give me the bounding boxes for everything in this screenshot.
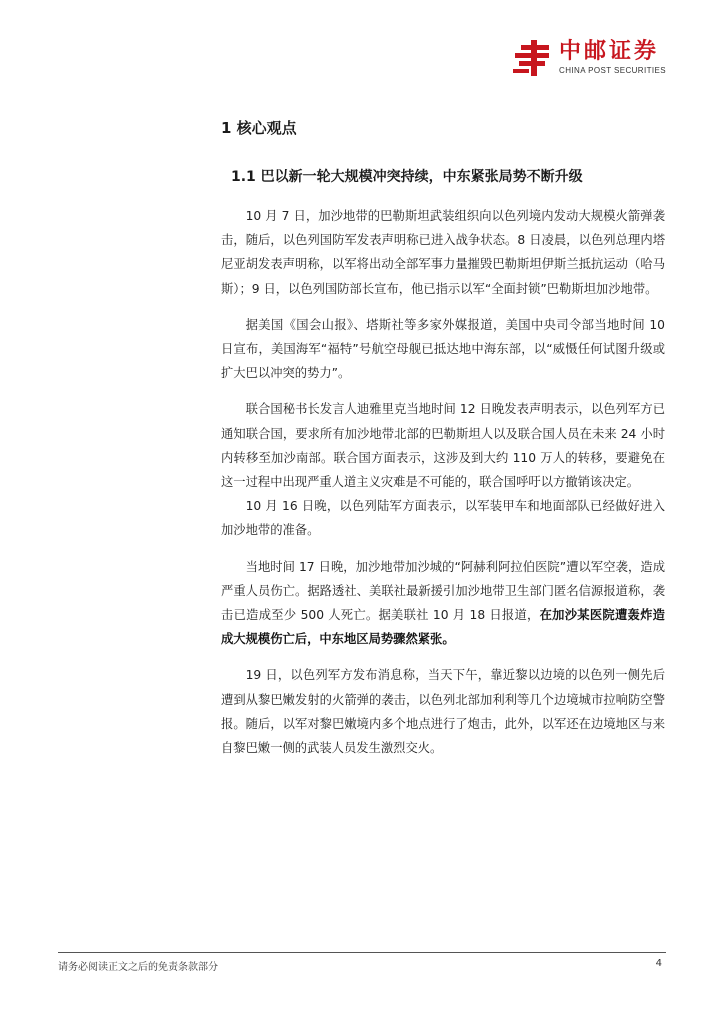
footer-divider [58,952,666,953]
footer-disclaimer: 请务必阅读正文之后的免责条款部分 [58,962,218,973]
paragraph-hospital-text: 当地时间 17 日晚，加沙地带加沙城的“阿赫利阿拉伯医院”遭以军空袭，造成严重人员伤亡。据路透社、美联社最新援引加沙地带卫生部门匿名信源报道称，袭击已造成至少 500 人死亡。据美联社 10 月 18 日报道， [221,559,665,623]
china-post-logo-icon [513,40,553,76]
section-title: 1 核心观点 [221,119,297,137]
paragraph-lebanon-border: 19 日，以色列军方发布消息称，当天下午，靠近黎以边境的以色列一侧先后遭到从黎巴嫩发射的火箭弹的袭击，以色列北部加利利等几个边境城市拉响防空警报。随后，以军对黎巴嫩境内多个地点进行了炮击，此外，以军还在边境地区与来自黎巴嫩一侧的武装人员发生激烈交火。 [221,668,665,756]
paragraph-un-statement: 联合国秘书长发言人迪雅里克当地时间 12 日晚发表声明表示，以色列军方已通知联合国，要求所有加沙地带北部的巴勒斯坦人以及联合国人员在未来 24 小时内转移至加沙南部。联合国方面表示，这涉及到大约 110 万人的转移，要避免在这一过程中出现严重人道主义灾难是不可能的，联合国呼吁以方撤销该决定。 [221,402,665,490]
paragraph-oct7: 10 月 7 日，加沙地带的巴勒斯坦武装组织向以色列境内发动大规模火箭弹袭击，随后，以色列国防军发表声明称已进入战争状态。8 日凌晨，以色列总理内塔尼亚胡发表声明称，以军将出动全部军事力量摧毁巴勒斯坦伊斯兰抵抗运动（哈马斯）；9 日，以色列国防部长宣布，他已指示以军“全面封锁”巴勒斯坦加沙地带。 [221,209,665,296]
report-body [221,118,665,772]
logo-chinese-name: 中邮证券 [559,39,660,64]
paragraph-hospital-emphasis: 在加沙某医院遭轰炸造成大规模伤亡后，中东地区局势骤然紧张。 [221,608,665,647]
paragraph-oct16: 10 月 16 日晚，以色列陆军方面表示，以军装甲车和地面部队已经做好进入加沙地带的准备。 [221,499,665,538]
paragraph-hospital-strike [221,555,665,652]
page-number: 4 [655,958,662,969]
paragraph-us-carrier: 据美国《国会山报》、塔斯社等多家外媒报道，美国中央司令部当地时间 10 日宣布，美国海军“福特”号航空母舰已抵达地中海东部，以“威慑任何试图升级或扩大巴以冲突的势力”。 [221,317,665,381]
subsection-title: 1.1 巴以新一轮大规模冲突持续，中东紧张局势不断升级 [231,169,583,185]
company-logo [513,40,666,76]
logo-english-name: CHINA POST SECURITIES [559,66,666,75]
